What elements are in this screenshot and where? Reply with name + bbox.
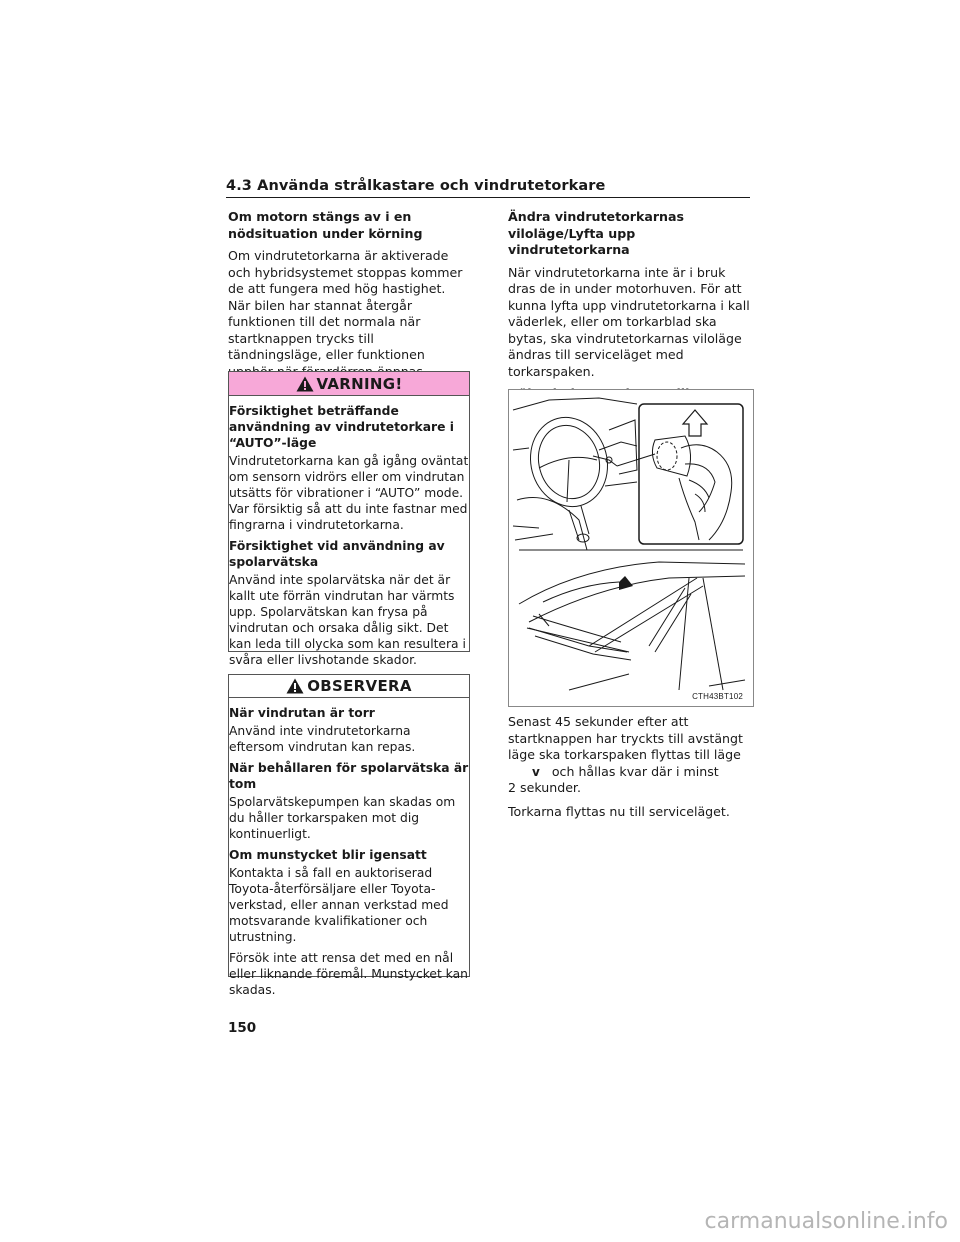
notice-box <box>228 674 470 997</box>
warning-triangle-icon <box>296 376 314 392</box>
service-mode-heading: Ändra vindrutetorkarnas viloläge/Lyfta upp vindrutetorkarna <box>508 209 684 257</box>
warning-heading-washer: Försiktighet vid användning av spolarvätska <box>229 539 445 569</box>
caution-triangle-icon <box>286 678 304 694</box>
service-mode-instructions <box>508 714 752 827</box>
illustration-code: CTH43BT102 <box>692 692 743 701</box>
notice-text-clogged-2: Försök inte att rensa det med en nål eller liknande föremål. Munstycket kan skadas. <box>229 951 468 997</box>
instruction-line-3: 2 sekunder. <box>508 780 581 795</box>
instruction-line-1: Senast 45 sekunder efter att startknappen har tryckts till avstängt läge ska torkarspaken flyttas till läge <box>508 714 743 762</box>
notice-heading-dry: När vindrutan är torr <box>229 706 375 720</box>
instruction-result: Torkarna flyttas nu till serviceläget. <box>508 803 730 819</box>
warning-title: VARNING! <box>316 374 403 393</box>
page-number: 150 <box>228 1020 257 1036</box>
notice-text-empty: Spolarvätskepumpen kan skadas om du håller torkarspaken mot dig kontinuerligt. <box>229 795 456 841</box>
wiper-drawing <box>509 390 753 706</box>
notice-heading-empty: När behållaren för spolarvätska är tom <box>229 761 469 791</box>
notice-heading-clogged: Om munstycket blir igensatt <box>229 848 427 862</box>
notice-text-dry: Använd inte vindrutetorkarna eftersom vindrutan kan repas. <box>229 724 416 754</box>
emergency-paragraph: Om vindrutetorkarna är aktiverade och hybridsystemet stoppas kommer de att fungera med hög hastighet. När bilen har stannat återgår funktionen till det normala när startknappen trycks till tändningsläge, eller funktionen <box>228 248 463 362</box>
notice-text-clogged: Kontakta i så fall en auktoriserad Toyota-återförsäljare eller Toyota-verkstad, eller annan verkstad med motsvarande kvalifikationer och utrustning. <box>229 866 449 944</box>
warning-body <box>229 396 469 668</box>
warning-heading-auto: Försiktighet beträffande användning av vindrutetorkare i “AUTO”-läge <box>229 404 454 450</box>
warning-text-washer: Använd inte spolarvätska när det är kallt ute förrän vindrutan har värmts upp. Spolarvätskan kan frysa på vindrutan och orsaka dålig sikt. Det kan leda till olycka som kan resultera i svåra eller livshotande skador. <box>229 573 466 667</box>
wiper-illustration <box>508 389 754 707</box>
notice-body <box>229 698 469 998</box>
warning-header <box>229 372 469 396</box>
service-mode-paragraph: När vindrutetorkarna inte är i bruk dras de in under motorhuven. För att kunna lyfta upp vindrutetorkarna i kall väderlek, eller om torkarblad ska bytas, ska vindrutetorkarnas viloläge ändras till serviceläget med torkarspaken. <box>508 264 750 379</box>
wiper-mist-symbol-icon: ⅴ <box>532 764 540 779</box>
notice-header <box>229 675 469 698</box>
warning-text-auto: Vindrutetorkarna kan gå igång oväntat om sensorn vidrörs eller om vindrutan utsätts för vibrationer i “AUTO” mode. Var försiktig så att du inte fastnar med fingrarna i vindrutetorkarna. <box>229 454 469 532</box>
notice-title: OBSERVERA <box>307 677 412 695</box>
warning-box <box>228 371 470 667</box>
section-header: 4.3 Använda strålkastare och vindrutetorkare <box>226 178 750 198</box>
instruction-paragraph <box>508 714 752 797</box>
instruction-line-2: och hållas kvar där i minst <box>551 763 719 779</box>
left-column <box>228 209 470 386</box>
emergency-heading: Om motorn stängs av i en nödsituation under körning <box>228 209 423 241</box>
watermark: carmanualsonline.info <box>704 1209 948 1234</box>
